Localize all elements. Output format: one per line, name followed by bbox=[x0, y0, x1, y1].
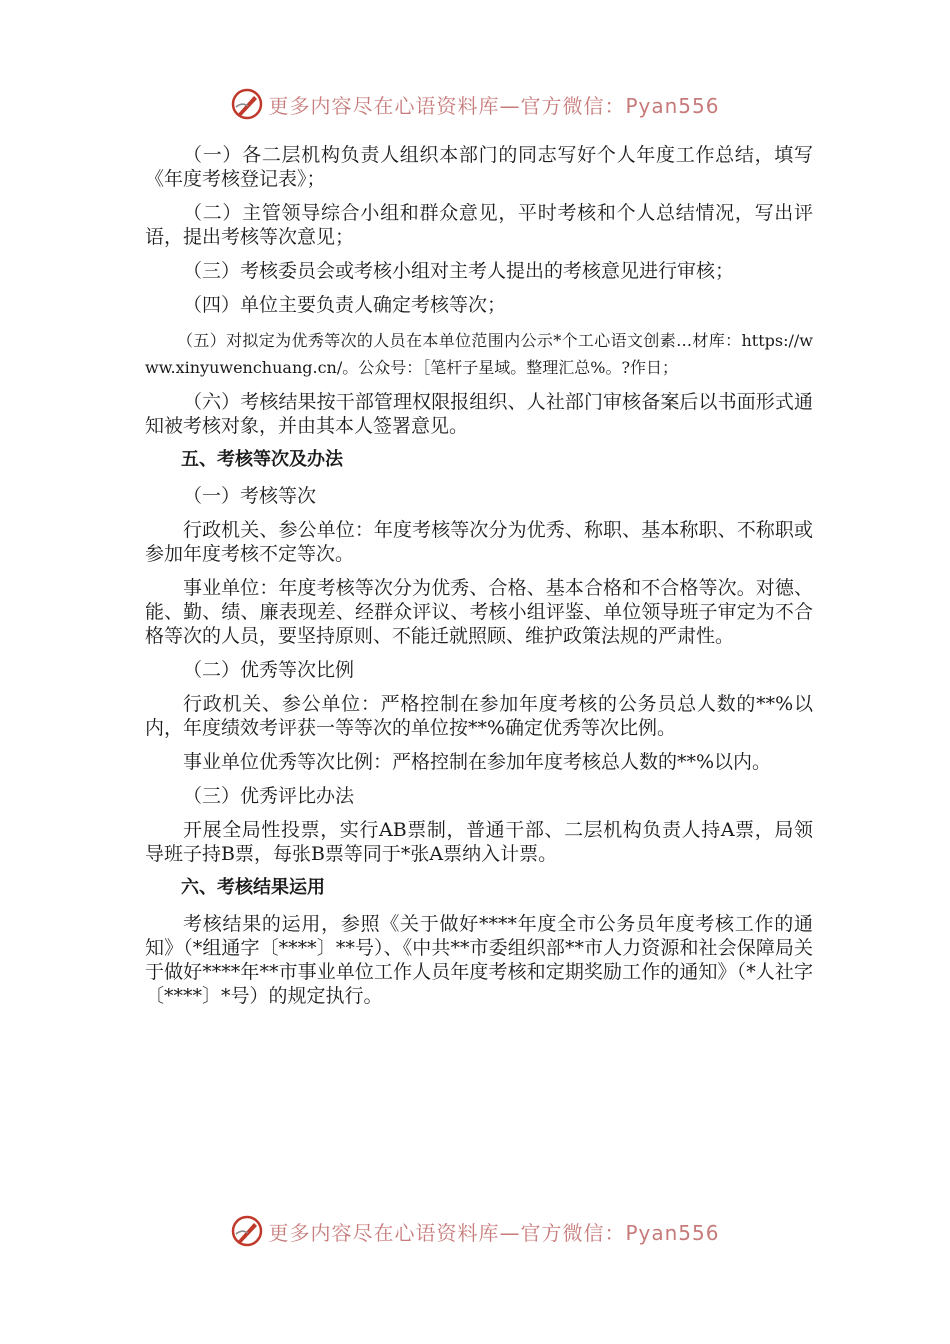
footer-banner bbox=[0, 1211, 950, 1251]
paragraph: 开展全局性投票，实行AB票制，普通干部、二层机构负责人持A票，局领导班子持B票，每张B票等同于*张A票纳入计票。 bbox=[145, 819, 813, 865]
paragraph: 考核结果的运用，参照《关于做好****年度全市公务员年度考核工作的通知》（*组通字〔****〕**号）、《中共**市委组织部**市人力资源和社会保障局关于做好****年**市事业单位工作人员年度考核和定期奖励工作的通知》（*人社字〔****〕*号）的规定执行。 bbox=[145, 913, 813, 1007]
paragraph: 行政机关、参公单位：年度考核等次分为优秀、称职、基本称职、不称职或参加年度考核不定等次。 bbox=[145, 519, 813, 565]
section-heading: 六、考核结果运用 bbox=[181, 877, 325, 898]
document-body bbox=[145, 143, 813, 1018]
subheading: （三）优秀评比办法 bbox=[183, 785, 355, 807]
subheading: （一）考核等次 bbox=[183, 485, 317, 507]
paragraph: 事业单位：年度考核等次分为优秀、合格、基本合格和不合格等次。对德、能、勤、绩、廉表现差、经群众评议、考核小组评鉴、单位领导班子审定为不合格等次的人员，要坚持原则、不能迁就照顾、维护政策法规的严肃性。 bbox=[145, 577, 813, 647]
header-banner bbox=[0, 84, 950, 124]
paragraph: （二）主管领导综合小组和群众意见，平时考核和个人总结情况，写出评语，提出考核等次意见； bbox=[145, 202, 813, 248]
paragraph: （五）对拟定为优秀等次的人员在本单位范围内公示*个工心语文创素…材库：https://www.xinyuwenchuang.cn/。公众号：［笔杆子星域。整理汇总%。?作日； bbox=[145, 331, 813, 377]
paragraph: 行政机关、参公单位：严格控制在参加年度考核的公务员总人数的**%以内，年度绩效考评获一等等次的单位按**%确定优秀等次比例。 bbox=[145, 693, 813, 739]
pen-logo-icon bbox=[230, 87, 264, 121]
footer-banner-text: 更多内容尽在心语资料库—官方微信：Pyan556 bbox=[268, 1220, 720, 1245]
header-banner-text: 更多内容尽在心语资料库—官方微信：Pyan556 bbox=[268, 93, 720, 118]
paragraph: （四）单位主要负责人确定考核等次； bbox=[183, 294, 507, 316]
paragraph: （一）各二层机构负责人组织本部门的同志写好个人年度工作总结，填写《年度考核登记表》； bbox=[145, 144, 813, 190]
subheading: （二）优秀等次比例 bbox=[183, 659, 355, 681]
pen-logo-icon bbox=[230, 1214, 264, 1248]
paragraph: （三）考核委员会或考核小组对主考人提出的考核意见进行审核； bbox=[183, 260, 735, 282]
section-heading: 五、考核等次及办法 bbox=[181, 449, 343, 470]
paragraph: 事业单位优秀等次比例：严格控制在参加年度考核总人数的**%以内。 bbox=[183, 751, 772, 773]
paragraph: （六）考核结果按干部管理权限报组织、人社部门审核备案后以书面形式通知被考核对象，并由其本人签署意见。 bbox=[145, 391, 813, 437]
